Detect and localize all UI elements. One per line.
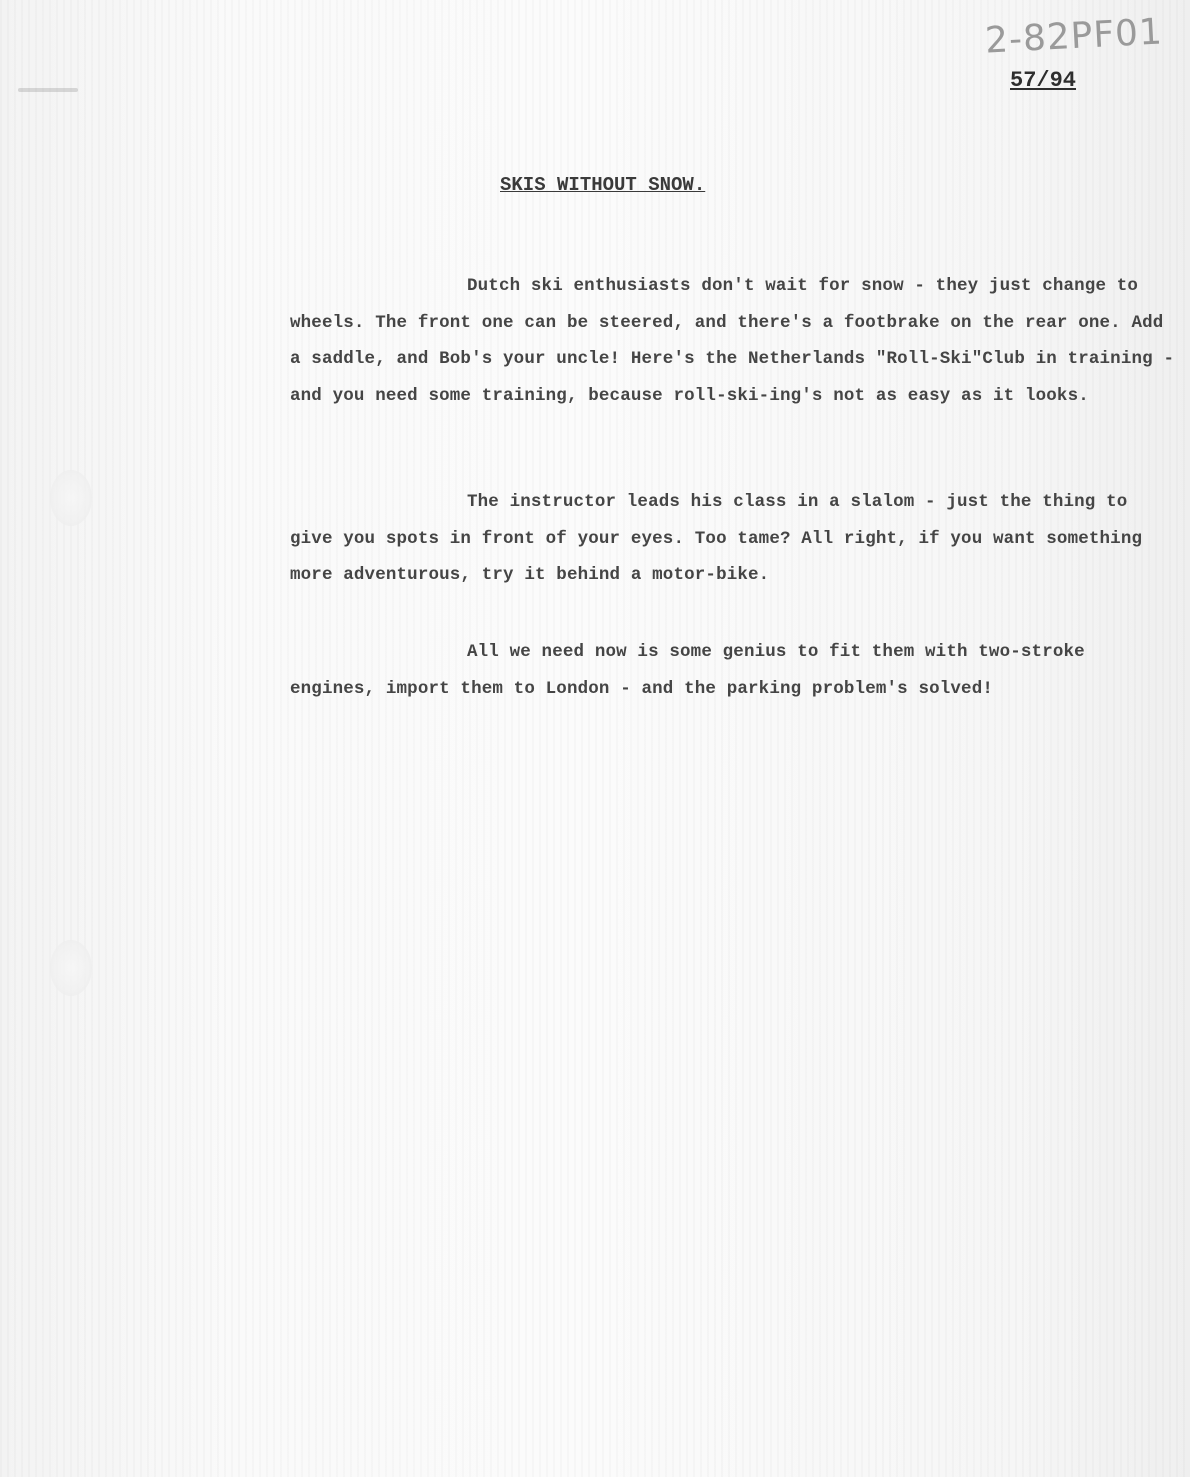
page-smudge xyxy=(18,88,78,92)
punch-hole-bottom xyxy=(50,940,92,996)
story-number: 57/94 xyxy=(1010,68,1077,93)
paragraph-3: All we need now is some genius to fit them with two-stroke engines, import them to London - and the parking problem's solved! xyxy=(290,642,1085,699)
paragraph-1: Dutch ski enthusiasts don't wait for snow - they just change to wheels. The front one can be steered, and there's a footbrake on the rear one. Add a saddle, and Bob's your uncle! Here's the Netherlands "Roll-Ski"Club in training - and you need some training, because roll-ski-ing's not as easy as it looks. xyxy=(290,276,1175,406)
paragraph-2: The instructor leads his class in a slalom - just the thing to give you spots in front of your eyes. Too tame? All right, if you want something more adventurous, try it behind a motor-bike. xyxy=(290,492,1143,585)
punch-hole-top xyxy=(50,470,92,526)
document-title: SKIS WITHOUT SNOW. xyxy=(500,174,706,196)
handwritten-reference-number: 2-82PF01 xyxy=(984,11,1164,62)
